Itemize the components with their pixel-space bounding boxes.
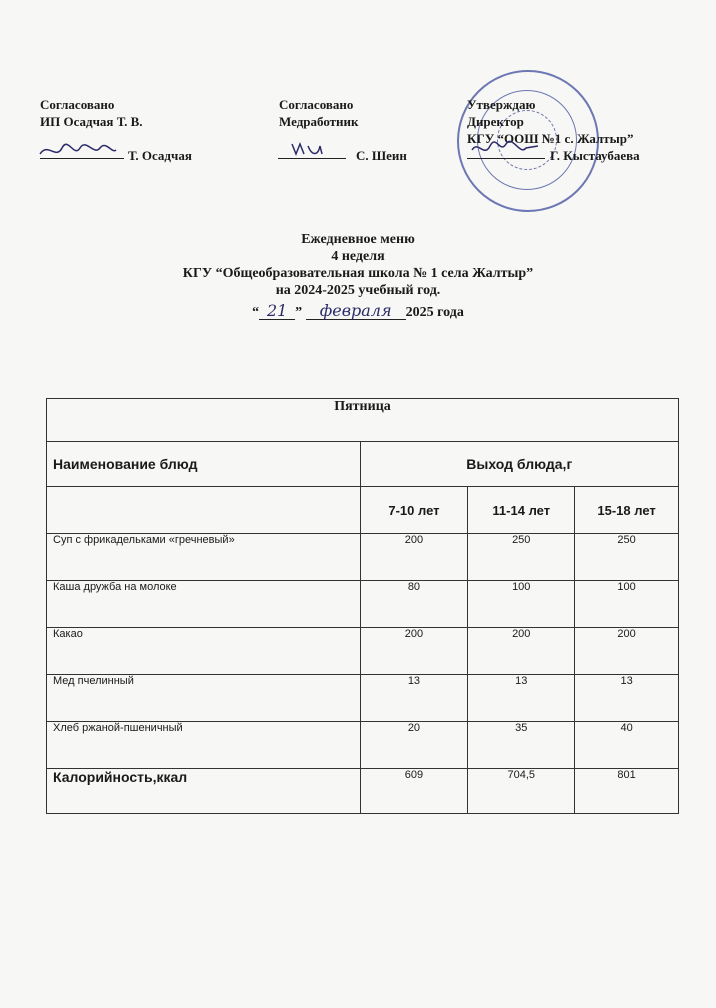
dish-name: Хлеб ржаной-пшеничный: [47, 722, 361, 769]
date-quote-open: “: [252, 305, 260, 320]
dish-value: 200: [360, 628, 468, 675]
signature-middle: [290, 138, 340, 165]
dish-name: Какао: [47, 628, 361, 675]
dish-value: 13: [575, 675, 679, 722]
dish-value: 100: [468, 581, 575, 628]
dish-value: 100: [575, 581, 679, 628]
signature-middle-scribble: [290, 138, 340, 160]
col-output-header: Выход блюда,г: [360, 442, 678, 487]
doc-title: Ежедневное меню: [301, 232, 415, 247]
calories-value: 801: [575, 769, 679, 814]
day-name: Пятница: [47, 399, 679, 442]
approval-left: [40, 96, 143, 130]
dish-value: 13: [468, 675, 575, 722]
menu-table: [46, 398, 679, 814]
table-row: [47, 722, 679, 769]
dish-value: 200: [575, 628, 679, 675]
doc-year: на 2024-2025 учебный год.: [275, 283, 441, 298]
dish-value: 40: [575, 722, 679, 769]
header-row: [47, 442, 679, 487]
doc-week: 4 неделя: [331, 249, 385, 264]
date-month: февраля: [306, 302, 406, 320]
dish-value: 13: [360, 675, 468, 722]
signature-left: [38, 140, 118, 165]
signature-line-left: [40, 158, 124, 159]
calories-value: 704,5: [468, 769, 575, 814]
age-row: [47, 487, 679, 534]
signature-right-name: Г. Кыстаубаева: [550, 148, 640, 163]
dish-value: 200: [468, 628, 575, 675]
signature-right-scribble: [470, 138, 540, 160]
dish-value: 35: [468, 722, 575, 769]
approval-right-role: Директор: [467, 114, 524, 129]
approval-middle: [279, 96, 359, 130]
doc-date: [0, 302, 716, 321]
calories-row: [47, 769, 679, 814]
dish-name: Каша дружба на молоке: [47, 581, 361, 628]
calories-label: Калорийность,ккал: [47, 769, 361, 814]
approval-middle-status: Согласовано: [279, 97, 354, 112]
date-quote-close: ”: [295, 305, 303, 320]
approval-right-org: КГУ “ООШ №1 с. Жалтыр”: [467, 131, 634, 146]
date-suffix: 2025 года: [405, 305, 464, 320]
signature-left-name: Т. Осадчая: [128, 148, 192, 163]
approval-right-status: Утверждаю: [467, 97, 536, 112]
dish-value: 250: [575, 534, 679, 581]
signature-right: [470, 138, 540, 165]
approval-left-org: ИП Осадчая Т. В.: [40, 114, 143, 129]
doc-school: КГУ “Общеобразовательная школа № 1 села Жалтыр”: [182, 266, 534, 281]
dish-value: 250: [468, 534, 575, 581]
dish-value: 20: [360, 722, 468, 769]
day-row: [47, 399, 679, 442]
age-group: 15-18 лет: [575, 487, 679, 534]
calories-value: 609: [360, 769, 468, 814]
approval-middle-role: Медработник: [279, 114, 359, 129]
signature-middle-name: С. Шеин: [356, 148, 407, 163]
age-group: 11-14 лет: [468, 487, 575, 534]
table-row: [47, 628, 679, 675]
dish-name: Мед пчелинный: [47, 675, 361, 722]
date-day: 21: [259, 302, 295, 320]
approval-left-status: Согласовано: [40, 97, 115, 112]
age-group: 7-10 лет: [360, 487, 468, 534]
table-row: [47, 581, 679, 628]
dish-value: 80: [360, 581, 468, 628]
dish-name: Суп с фрикадельками «гречневый»: [47, 534, 361, 581]
dish-value: 200: [360, 534, 468, 581]
age-row-blank: [47, 487, 361, 534]
signature-line-middle: [278, 158, 346, 159]
table-row: [47, 675, 679, 722]
col-dish-header: Наименование блюд: [47, 442, 361, 487]
signature-line-right: [467, 158, 545, 159]
table-row: [47, 534, 679, 581]
